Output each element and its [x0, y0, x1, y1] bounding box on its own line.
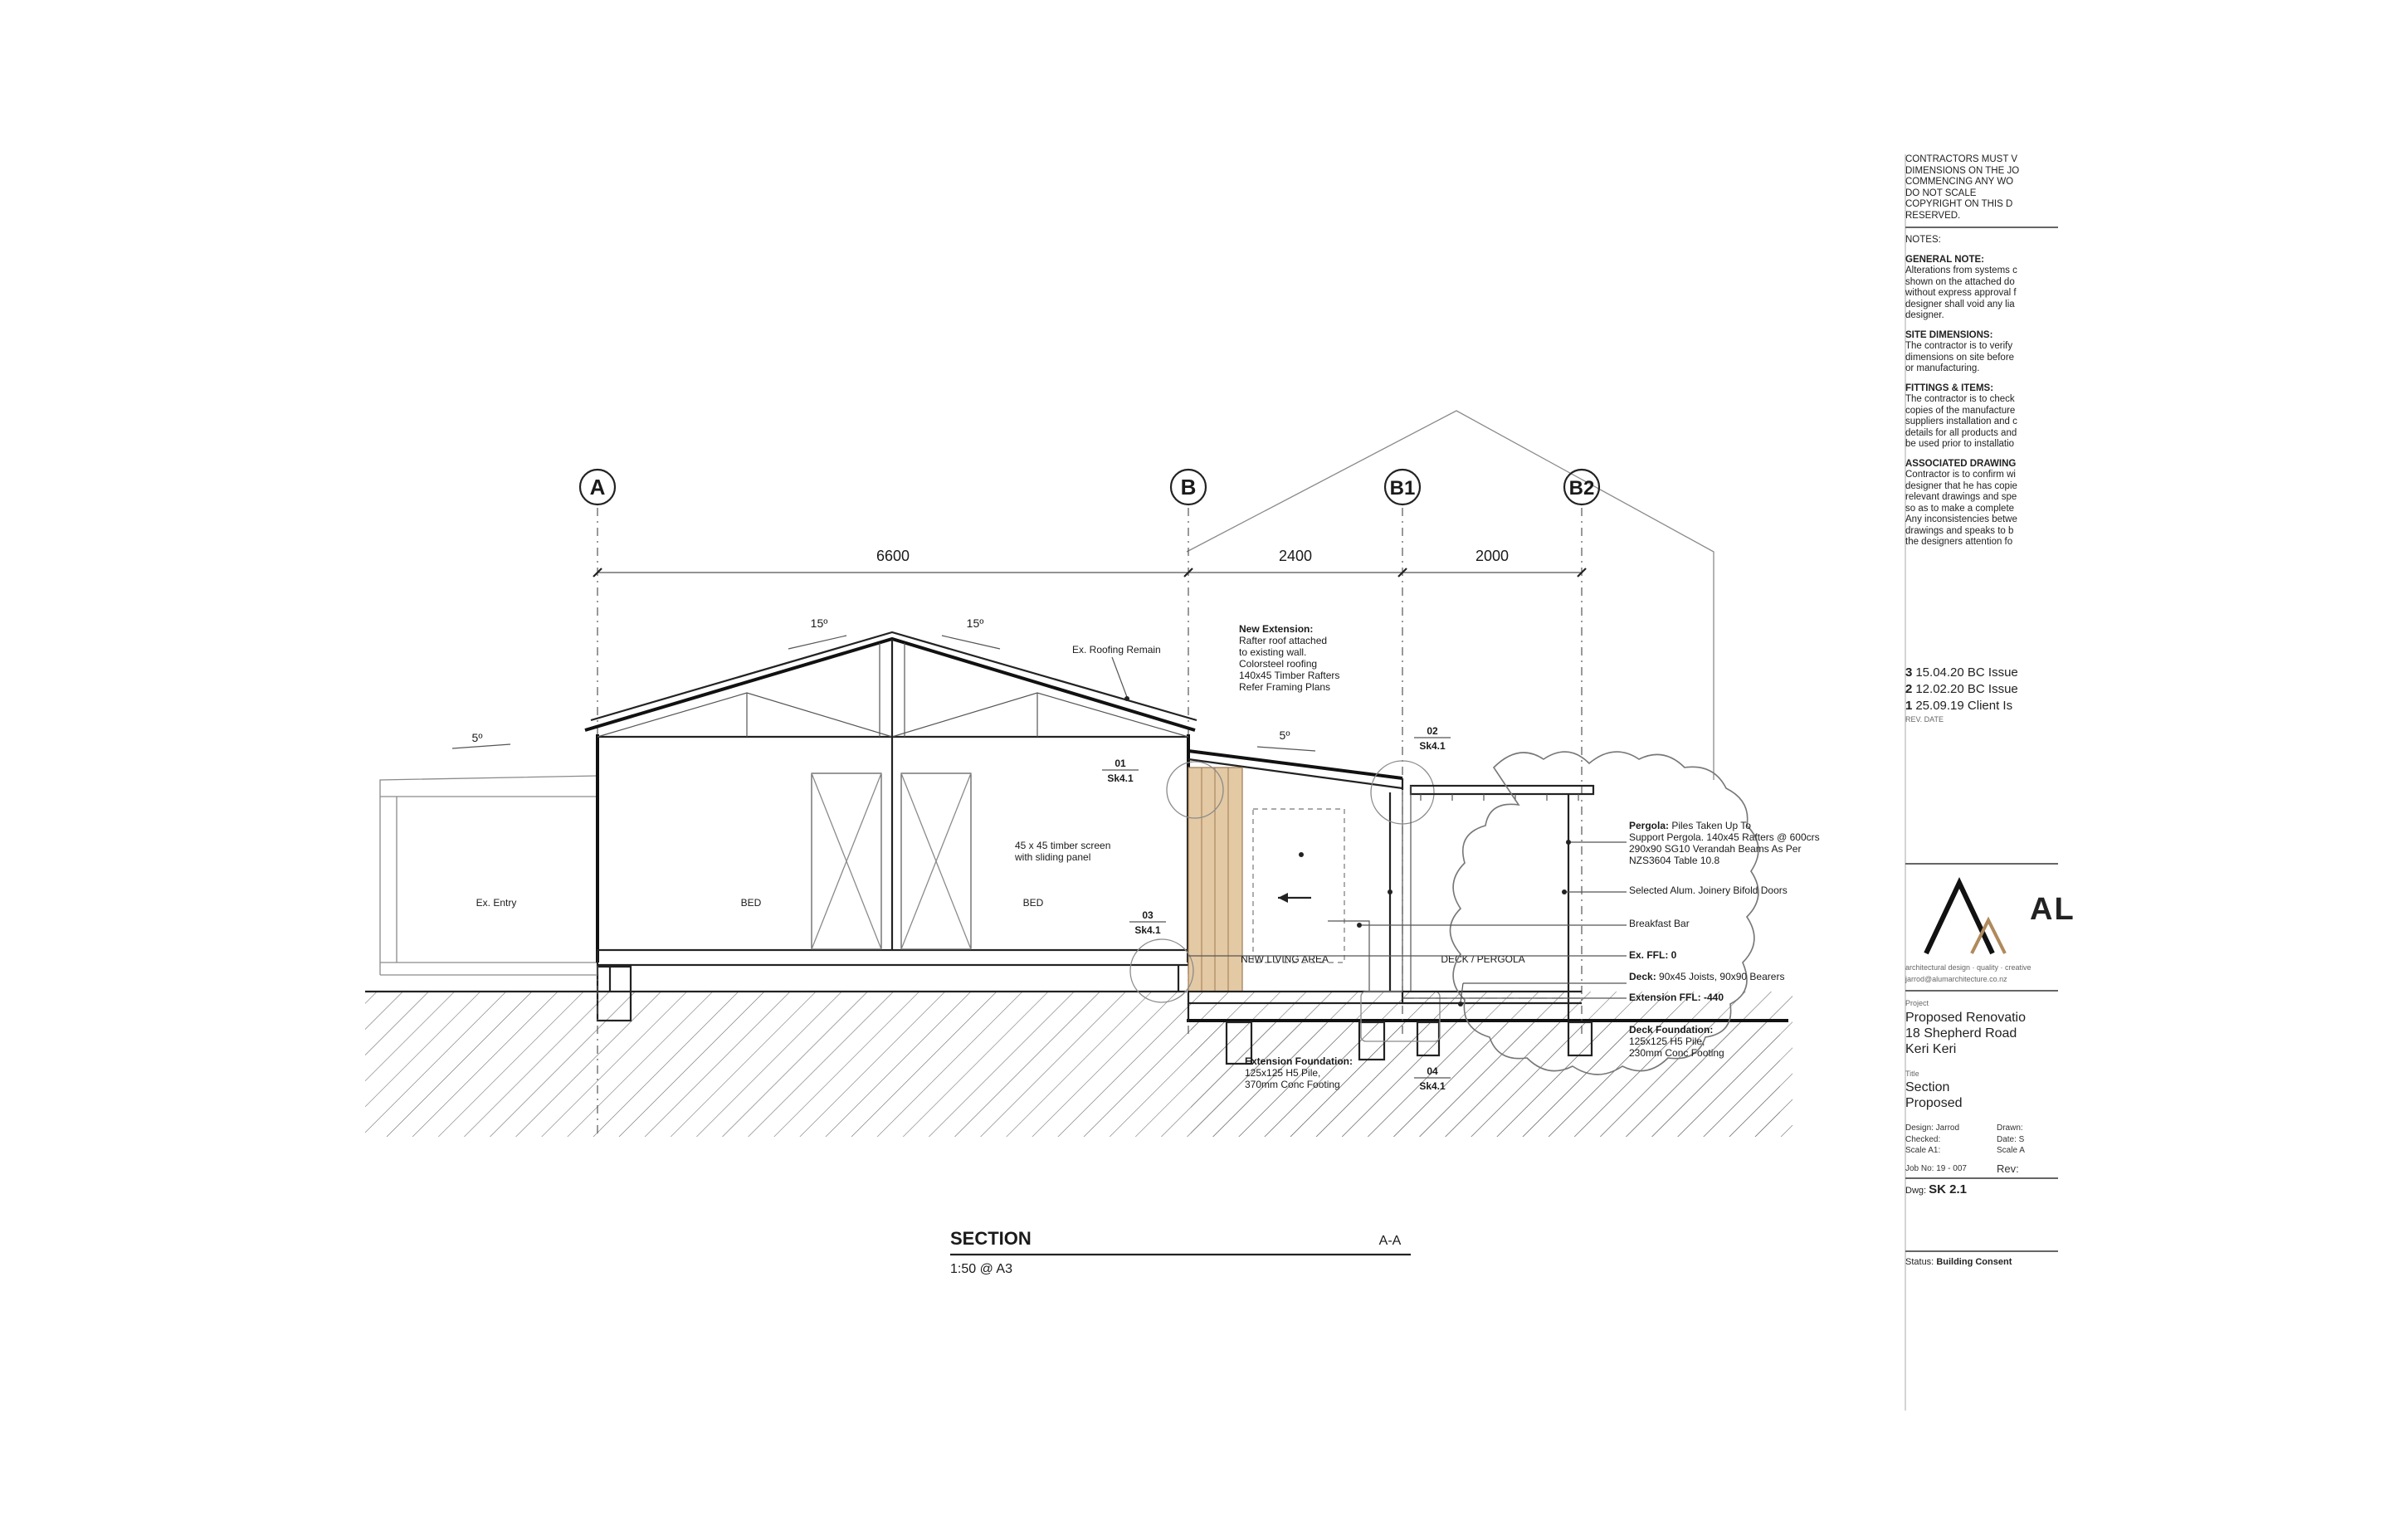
svg-text:140x45 Timber Rafters: 140x45 Timber Rafters — [1239, 670, 1340, 681]
company-logo — [1905, 871, 2075, 962]
room-ex-entry: Ex. Entry — [476, 897, 517, 909]
room-bed-1: BED — [740, 897, 762, 909]
dim-2400: 2400 — [1278, 548, 1313, 564]
background-gable-outline — [1187, 411, 1714, 780]
section-title: SECTION — [950, 1228, 1032, 1249]
svg-text:125x125 H5 Pile,: 125x125 H5 Pile, — [1245, 1067, 1321, 1079]
detail-ref-02 — [1414, 725, 1451, 752]
site-dimensions-head: SITE DIMENSIONS: — [1905, 329, 1993, 340]
svg-text:B1: B1 — [1389, 477, 1416, 500]
mountain-logo-icon — [1922, 875, 2022, 958]
svg-text:230mm Conc Footing: 230mm Conc Footing — [1629, 1047, 1724, 1059]
angle-roof-right: 15º — [966, 616, 984, 630]
section-scale: 1:50 @ A3 — [950, 1262, 1012, 1276]
associated-drawings-head: ASSOCIATED DRAWING — [1905, 458, 2017, 469]
grid-bubble-B1 — [1385, 470, 1420, 504]
room-new-living: NEW LIVING AREA — [1240, 953, 1329, 965]
svg-text:with sliding panel: with sliding panel — [1015, 851, 1091, 863]
note-bifold — [1567, 885, 1788, 896]
detail-ref-03 — [1129, 909, 1166, 936]
dim-6600: 6600 — [876, 548, 910, 564]
title-label: Title — [1905, 1069, 1919, 1078]
note-timber-screen — [1014, 840, 1110, 863]
svg-text:New Extension:: New Extension: — [1239, 623, 1314, 635]
svg-text:Support Pergola. 140x45 Rafter: Support Pergola. 140x45 Rafters @ 600crs — [1629, 831, 1820, 843]
svg-text:Sk4.1: Sk4.1 — [1419, 1080, 1446, 1092]
logo-text: AL — [2030, 892, 2075, 927]
logo-email: jarrod@alumarchitecture.co.nz — [1905, 974, 2007, 983]
existing-entry — [380, 731, 598, 975]
svg-text:Extension FFL: -440: Extension FFL: -440 — [1629, 992, 1724, 1003]
logo-tagline: architectural design · quality · creative — [1905, 963, 2032, 972]
title-block: CONTRACTORS MUST V DIMENSIONS ON THE JO COMMENCING ANY WO DO NOT SCALE COPYRIGHT ON THIS D RESERVED. NOTES: GENERAL NOTE: Alterations from systems c shown on the attached do without express approval f designer shall void any lia designer. SITE DIMENSIONS: The contractor is to verify dimensions on site before or manufacturing. FITTINGS & ITEMS: The contractor is to check copies of the manufacture suppliers installation and c details for all products and be used prior to installatio ASSOCIATED DRAWING Contractor is to confirm wi designer that he has copie relevant drawings and spe so as to make a complete Any inconsistencies betwe drawings and speaks to b the designers attention fo 3 15.04.20 BC Issue 2 12.02.20 BC Issue 1 25.09.19 Client Is REV. DATE AL architectural design · quality · creative jarrod@alumarchitecture.co.nz Project Proposed Renovatio 18 Shepherd Road Keri Keri Title Section Proposed Design: Jarrod Checked: Scale A1: Drawn: Date: S Scale A Job No: 19 - 007 Rev: Dwg: SK 2.1 Status: Building Consent — [1905, 154, 2075, 1267]
revision-3: 3 15.04.20 BC Issue — [1905, 665, 2018, 680]
svg-text:Pergola: Piles Taken Up To: Pergola: Piles Taken Up To — [1629, 820, 1751, 831]
room-deck-pergola: DECK / PERGOLA — [1441, 953, 1525, 965]
revision-2: 2 12.02.20 BC Issue — [1905, 681, 2018, 696]
disclaimer: CONTRACTORS MUST V DIMENSIONS ON THE JO COMMENCING ANY WO DO NOT SCALE COPYRIGHT ON THIS D RESERVED. — [1905, 154, 2020, 221]
note-new-extension — [1239, 623, 1339, 693]
svg-text:Deck: 90x45 Joists, 90x90 Bear: Deck: 90x45 Joists, 90x90 Bearers — [1629, 971, 1785, 982]
rev-header: REV. DATE — [1905, 714, 1944, 724]
svg-text:B: B — [1180, 475, 1197, 500]
project-label: Project — [1905, 999, 1929, 1007]
dim-2000: 2000 — [1475, 548, 1510, 564]
svg-text:Selected Alum. Joinery Bifold: Selected Alum. Joinery Bifold Doors — [1629, 885, 1788, 896]
svg-text:Ex. FFL: 0: Ex. FFL: 0 — [1629, 949, 1677, 961]
svg-text:02: 02 — [1427, 725, 1438, 737]
grid-bubble-B2 — [1564, 470, 1599, 504]
svg-text:03: 03 — [1142, 909, 1154, 921]
revision-1: 1 25.09.19 Client Is — [1905, 698, 2013, 713]
section-id: A-A — [1378, 1234, 1402, 1248]
svg-text:290x90 SG10 Verandah Beams As: 290x90 SG10 Verandah Beams As Per — [1629, 843, 1802, 855]
section-title-block — [950, 1228, 1411, 1276]
revision-list — [1905, 665, 2058, 726]
room-bed-2: BED — [1022, 897, 1044, 909]
note-pergola — [1571, 820, 1820, 866]
svg-text:01: 01 — [1115, 758, 1126, 769]
svg-text:Sk4.1: Sk4.1 — [1107, 772, 1134, 784]
existing-house — [585, 616, 1197, 992]
svg-text:Deck Foundation:: Deck Foundation: — [1629, 1024, 1714, 1036]
svg-text:A: A — [589, 475, 606, 500]
angle-entry-roof: 5º — [471, 731, 483, 744]
svg-text:370mm Conc Footing: 370mm Conc Footing — [1245, 1079, 1340, 1090]
grid-bubble-B — [1171, 470, 1206, 504]
detail-ref-01 — [1102, 758, 1139, 784]
status: Status: Building Consent — [1905, 1256, 2012, 1267]
svg-text:Colorsteel roofing: Colorsteel roofing — [1239, 658, 1318, 670]
svg-text:125x125 H5 Pile,: 125x125 H5 Pile, — [1629, 1036, 1705, 1047]
dwg-number: Dwg: SK 2.1 — [1905, 1182, 1967, 1196]
svg-text:Rafter roof attached: Rafter roof attached — [1239, 635, 1328, 646]
fittings-head: FITTINGS & ITEMS: — [1905, 383, 1994, 393]
svg-text:Breakfast Bar: Breakfast Bar — [1629, 918, 1690, 929]
svg-text:B2: B2 — [1568, 477, 1595, 500]
svg-text:04: 04 — [1427, 1065, 1438, 1077]
svg-text:to existing wall.: to existing wall. — [1239, 646, 1307, 658]
grid-bubble-A — [580, 470, 615, 504]
dimension-chain — [593, 548, 1586, 577]
notes-label: NOTES: — [1905, 235, 1941, 245]
svg-text:Sk4.1: Sk4.1 — [1419, 740, 1446, 752]
angle-ext-roof: 5º — [1279, 729, 1290, 742]
svg-text:Sk4.1: Sk4.1 — [1134, 924, 1161, 936]
label-ex-roofing: Ex. Roofing Remain — [1072, 644, 1161, 655]
svg-text:NZS3604 Table 10.8: NZS3604 Table 10.8 — [1629, 855, 1720, 866]
svg-text:45 x 45 timber screen: 45 x 45 timber screen — [1015, 840, 1111, 851]
svg-text:Refer Framing Plans: Refer Framing Plans — [1239, 681, 1331, 693]
general-note-head: GENERAL NOTE: — [1905, 254, 1984, 265]
svg-text:Extension Foundation:: Extension Foundation: — [1245, 1055, 1353, 1067]
angle-roof-left: 15º — [810, 616, 828, 630]
